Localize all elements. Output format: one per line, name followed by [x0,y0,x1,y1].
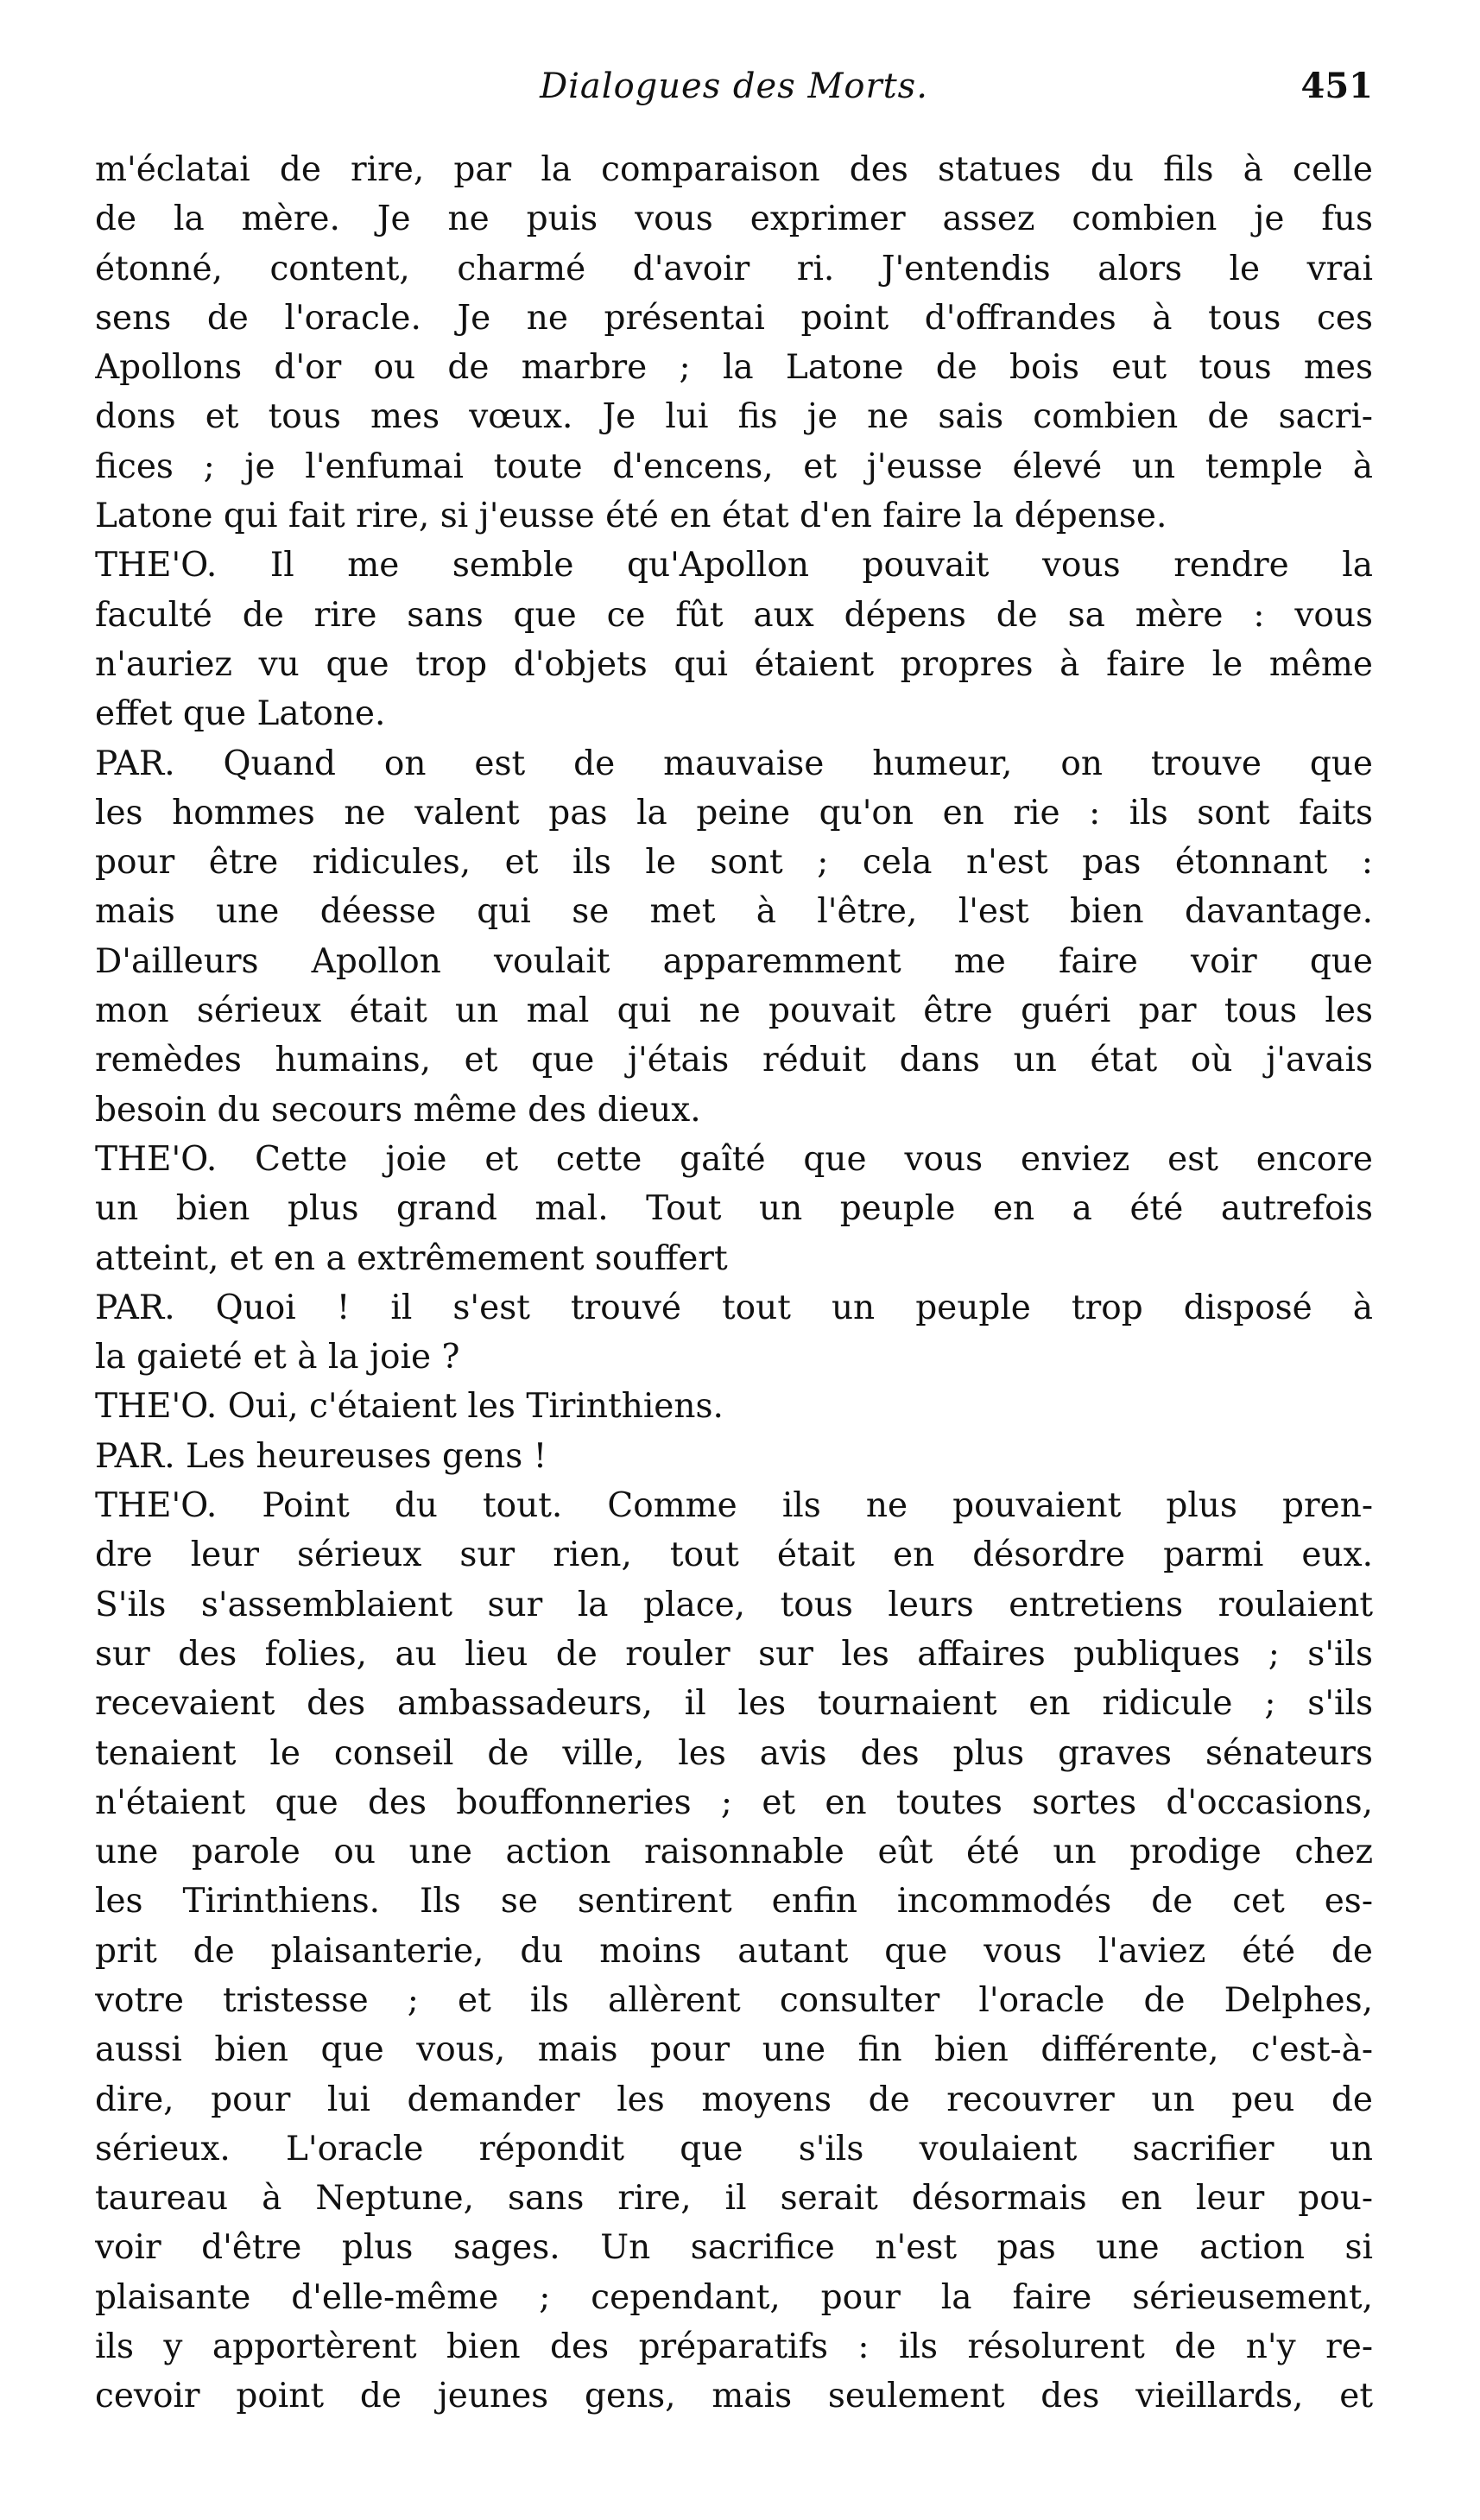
text-line: PAR. Les heureuses gens ! [95,1436,547,1476]
text-line: THE'O. Cette joie et cette gaîté que vous enviez est encore [95,1139,1373,1179]
text-line: fices ; je l'enfumai toute d'encens, et j'eusse élevé un temple à [95,446,1373,486]
text-line: un bien plus grand mal. Tout un peuple en a été autrefois [95,1189,1373,1229]
text-line: THE'O. Point du tout. Comme ils ne pouvaient plus pren- [95,1486,1373,1526]
text-line: n'auriez vu que trop d'objets qui étaient propres à faire le même [95,644,1373,684]
text-line: n'étaient que des bouffonneries ; et en toutes sortes d'occasions, [95,1782,1373,1822]
text-line: sur des folies, au lieu de rouler sur les affaires publiques ; s'ils [95,1634,1373,1674]
text-line: effet que Latone. [95,694,386,734]
text-line: remèdes humains, et que j'étais réduit dans un état où j'avais [95,1041,1373,1080]
text-line: D'ailleurs Apollon voulait apparemment me faire voir que [95,941,1373,981]
text-line: cevoir point de jeunes gens, mais seulement des vieillards, et [95,2377,1373,2416]
text-line: PAR. Quoi ! il s'est trouvé tout un peuple trop disposé à [95,1288,1373,1327]
text-line: plaisante d'elle-même ; cependant, pour la faire sérieusement, [95,2277,1373,2317]
running-head [95,60,1373,121]
text-line: prit de plaisanterie, du moins autant que vous l'aviez été de [95,1931,1373,1971]
text-line: une parole ou une action raisonnable eût été un prodige chez [95,1833,1373,1872]
text-line: mais une déesse qui se met à l'être, l'est bien davantage. [95,892,1373,932]
text-line: Latone qui fait rire, si j'eusse été en état d'en faire la dépense. [95,497,1167,536]
text-line: faculté de rire sans que ce fût aux dépens de sa mère : vous [95,595,1373,635]
text-line: THE'O. Oui, c'étaient les Tirinthiens. [95,1387,724,1427]
text-line: dire, pour lui demander les moyens de recouvrer un peu de [95,2080,1373,2119]
text-line: taureau à Neptune, sans rire, il serait désormais en leur pou- [95,2179,1373,2219]
text-line: les Tirinthiens. Ils se sentirent enfin incommodés de cet es- [95,1882,1373,1922]
text-line: dre leur sérieux sur rien, tout était en désordre parmi eux. [95,1535,1373,1575]
text-line: ils y apportèrent bien des préparatifs : ils résolurent de n'y re- [95,2327,1373,2367]
text-line: besoin du secours même des dieux. [95,1090,701,1130]
text-line: PAR. Quand on est de mauvaise humeur, on trouve que [95,744,1373,783]
text-line: voir d'être plus sages. Un sacrifice n'est pas une action si [95,2228,1373,2268]
text-line: aussi bien que vous, mais pour une fin bien différente, c'est-à- [95,2030,1373,2070]
body-text [95,145,1373,2422]
text-line: sérieux. L'oracle répondit que s'ils voulaient sacrifier un [95,2129,1373,2169]
book-page [95,60,1373,2422]
text-line: THE'O. Il me semble qu'Apollon pouvait vous rendre la [95,546,1373,586]
text-line: étonné, content, charmé d'avoir ri. J'entendis alors le vrai [95,249,1373,288]
page-number: 451 [1300,66,1373,106]
text-line: S'ils s'assemblaient sur la place, tous leurs entretiens roulaient [95,1585,1373,1624]
text-line: de la mère. Je ne puis vous exprimer assez combien je fus [95,199,1373,239]
text-line: m'éclatai de rire, par la comparaison des statues du fils à celle [95,150,1373,189]
text-line: sens de l'oracle. Je ne présentai point d'offrandes à tous ces [95,298,1373,338]
text-line: la gaieté et à la joie ? [95,1338,460,1377]
text-line: les hommes ne valent pas la peine qu'on en rie : ils sont faits [95,793,1373,833]
text-line: recevaient des ambassadeurs, il les tournaient en ridicule ; s'ils [95,1684,1373,1724]
text-line: Apollons d'or ou de marbre ; la Latone de bois eut tous mes [95,348,1373,388]
text-line: pour être ridicules, et ils le sont ; cela n'est pas étonnant : [95,843,1373,883]
text-line: dons et tous mes vœux. Je lui fis je ne sais combien de sacri- [95,397,1373,437]
running-title: Dialogues des Morts. [540,66,928,106]
text-line: votre tristesse ; et ils allèrent consulter l'oracle de Delphes, [95,1980,1373,2020]
text-line: mon sérieux était un mal qui ne pouvait être guéri par tous les [95,991,1373,1031]
text-line: atteint, et en a extrêmement souffert [95,1238,728,1278]
text-line: tenaient le conseil de ville, les avis des plus graves sénateurs [95,1733,1373,1773]
